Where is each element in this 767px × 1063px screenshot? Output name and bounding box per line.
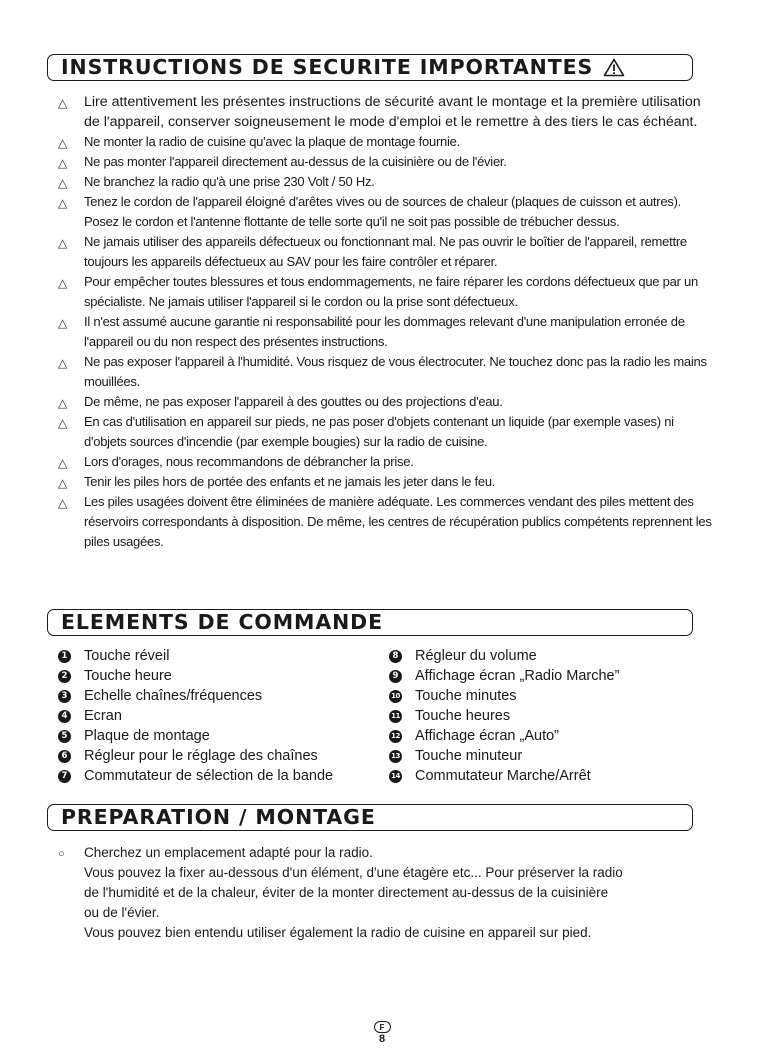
list-item-text: Pour empêcher toutes blessures et tous endommagements, ne faire réparer les cordons défectueux que par un spécialiste. Ne jamais utiliser l'appareil si le cordon ou la prise sont défectueux. <box>84 274 699 309</box>
control-label: Plaque de montage <box>84 728 210 744</box>
list-item <box>58 272 718 312</box>
list-item-text: De même, ne pas exposer l'appareil à des gouttes ou des projections d'eau. <box>84 394 503 409</box>
control-item <box>58 726 378 746</box>
prep-line: de l'humidité et de la chaleur, éviter de la monter directement au-dessus de la cuisinière <box>84 885 609 900</box>
number-badge: 12 <box>389 730 402 743</box>
control-label: Touche minutes <box>415 688 517 704</box>
list-item-text: Les piles usagées doivent être éliminées de manière adéquate. Les commerces vendant des piles mettent des réservoirs correspondants à disposition. De même, les centres de récupération publics compétents reprennent les piles usagées. <box>84 494 712 549</box>
list-item-text: Ne pas monter l'appareil directement au-dessus de la cuisinière ou de l'évier. <box>84 154 507 169</box>
controls-column-right <box>389 646 729 786</box>
control-item <box>58 706 378 726</box>
list-item <box>58 412 718 452</box>
list-item-text: En cas d'utilisation en appareil sur pieds, ne pas poser d'objets contenant un liquide (par exemple vases) ni d'objets sources d'incendie (par exemple bougies) sur la radio de cuisine. <box>84 414 674 449</box>
safety-section-header <box>47 54 693 81</box>
control-item <box>58 766 378 786</box>
control-item <box>389 746 729 766</box>
list-item <box>58 132 718 152</box>
safety-section-title: INSTRUCTIONS DE SECURITE IMPORTANTES <box>61 55 625 80</box>
controls-list <box>58 646 738 788</box>
preparation-section-title: PREPARATION / MONTAGE <box>61 805 376 829</box>
triangle-bullet-icon: △ <box>58 176 67 190</box>
language-badge: F <box>374 1021 391 1033</box>
circle-bullet-icon: ○ <box>58 848 65 860</box>
control-label: Commutateur de sélection de la bande <box>84 768 334 784</box>
control-label: Echelle chaînes/fréquences <box>84 688 263 704</box>
control-label: Affichage écran „Auto” <box>415 728 560 744</box>
list-item-text: Ne branchez la radio qu'à une prise 230 Volt / 50 Hz. <box>84 174 375 189</box>
list-item-text: Lors d'orages, nous recommandons de débrancher la prise. <box>84 454 414 469</box>
number-badge: 13 <box>389 750 402 763</box>
triangle-bullet-icon: △ <box>58 356 67 370</box>
control-label: Touche heure <box>84 668 172 684</box>
list-item <box>58 392 718 412</box>
control-item <box>389 686 729 706</box>
preparation-list <box>58 843 698 943</box>
list-item-text: Ne jamais utiliser des appareils défectueux ou fonctionnant mal. Ne pas ouvrir le boîtier de l'appareil, remettre toujours les appareils défectueux au SAV pour les faire contrôler et réparer. <box>84 234 687 269</box>
triangle-bullet-icon: △ <box>58 416 67 430</box>
number-badge: 10 <box>389 690 402 703</box>
control-item <box>389 726 729 746</box>
safety-list <box>58 92 718 552</box>
list-item <box>58 843 698 943</box>
controls-section-title: ELEMENTS DE COMMANDE <box>61 610 383 634</box>
list-item <box>58 492 718 552</box>
prep-line: Vous pouvez bien entendu utiliser également la radio de cuisine en appareil sur pied. <box>84 925 592 940</box>
number-badge: 2 <box>58 670 71 683</box>
list-item-text: Tenir les piles hors de portée des enfants et ne jamais les jeter dans le feu. <box>84 474 496 489</box>
number-badge: 14 <box>389 770 402 783</box>
control-item <box>389 706 729 726</box>
prep-line: ou de l'évier. <box>84 905 160 920</box>
number-badge: 4 <box>58 710 71 723</box>
controls-column-left <box>58 646 378 786</box>
list-item <box>58 152 718 172</box>
triangle-bullet-icon: △ <box>58 496 67 510</box>
triangle-bullet-icon: △ <box>58 136 67 150</box>
number-badge: 7 <box>58 770 71 783</box>
page-footer <box>372 1021 392 1046</box>
triangle-bullet-icon: △ <box>58 476 67 490</box>
triangle-bullet-icon: △ <box>58 276 67 290</box>
triangle-bullet-icon: △ <box>58 196 67 210</box>
prep-line: Cherchez un emplacement adapté pour la radio. <box>84 845 373 860</box>
number-badge: 6 <box>58 750 71 763</box>
control-item <box>58 746 378 766</box>
list-item-text: Ne pas exposer l'appareil à l'humidité. Vous risquez de vous électrocuter. Ne touchez donc pas la radio les mains mouillées. <box>84 354 707 389</box>
warning-triangle-icon <box>603 58 625 77</box>
number-badge: 8 <box>389 650 402 663</box>
page-number: 8 <box>378 1033 386 1045</box>
list-item-text: Il n'est assumé aucune garantie ni responsabilité pour les dommages relevant d'une manipulation erronée de l'appareil ou du non respect des présentes instructions. <box>84 314 685 349</box>
control-item <box>389 766 729 786</box>
control-label: Affichage écran „Radio Marche” <box>415 668 620 684</box>
list-item-text: Tenez le cordon de l'appareil éloigné d'arêtes vives ou de sources de chaleur (plaques de cuisson et autres). Posez le cordon et l'antenne flottante de telle sorte qu'il ne soit pas possible de trébucher dessus. <box>84 194 682 229</box>
preparation-section-header <box>47 804 693 831</box>
list-item <box>58 352 718 392</box>
triangle-bullet-icon: △ <box>58 96 68 110</box>
control-label: Régleur pour le réglage des chaînes <box>84 748 318 764</box>
list-item <box>58 172 718 192</box>
triangle-bullet-icon: △ <box>58 316 67 330</box>
triangle-bullet-icon: △ <box>58 456 67 470</box>
number-badge: 3 <box>58 690 71 703</box>
triangle-bullet-icon: △ <box>58 156 67 170</box>
list-item-text: Ne monter la radio de cuisine qu'avec la plaque de montage fournie. <box>84 134 460 149</box>
list-item <box>58 92 718 132</box>
control-item <box>58 646 378 666</box>
list-item <box>58 312 718 352</box>
number-badge: 5 <box>58 730 71 743</box>
control-item <box>389 646 729 666</box>
list-item <box>58 232 718 272</box>
prep-line: Vous pouvez la fixer au-dessous d'un élément, d'une étagère etc... Pour préserver la radio <box>84 865 623 880</box>
number-badge: 11 <box>389 710 402 723</box>
list-item-text: Lire attentivement les présentes instructions de sécurité avant le montage et la première utilisation de l'appareil, conserver soigneusement le mode d'emploi et le remettre à des tiers le cas échéant. <box>84 94 701 130</box>
number-badge: 9 <box>389 670 402 683</box>
control-item <box>58 666 378 686</box>
list-item <box>58 452 718 472</box>
control-label: Touche heures <box>415 708 511 724</box>
control-label: Touche minuteur <box>415 748 523 764</box>
controls-section-header <box>47 609 693 636</box>
control-label: Ecran <box>84 708 122 724</box>
control-item <box>58 686 378 706</box>
triangle-bullet-icon: △ <box>58 236 67 250</box>
control-item <box>389 666 729 686</box>
triangle-bullet-icon: △ <box>58 396 67 410</box>
list-item <box>58 192 718 232</box>
number-badge: 1 <box>58 650 71 663</box>
list-item <box>58 472 718 492</box>
control-label: Touche réveil <box>84 648 170 664</box>
control-label: Commutateur Marche/Arrêt <box>415 768 591 784</box>
control-label: Régleur du volume <box>415 648 537 664</box>
